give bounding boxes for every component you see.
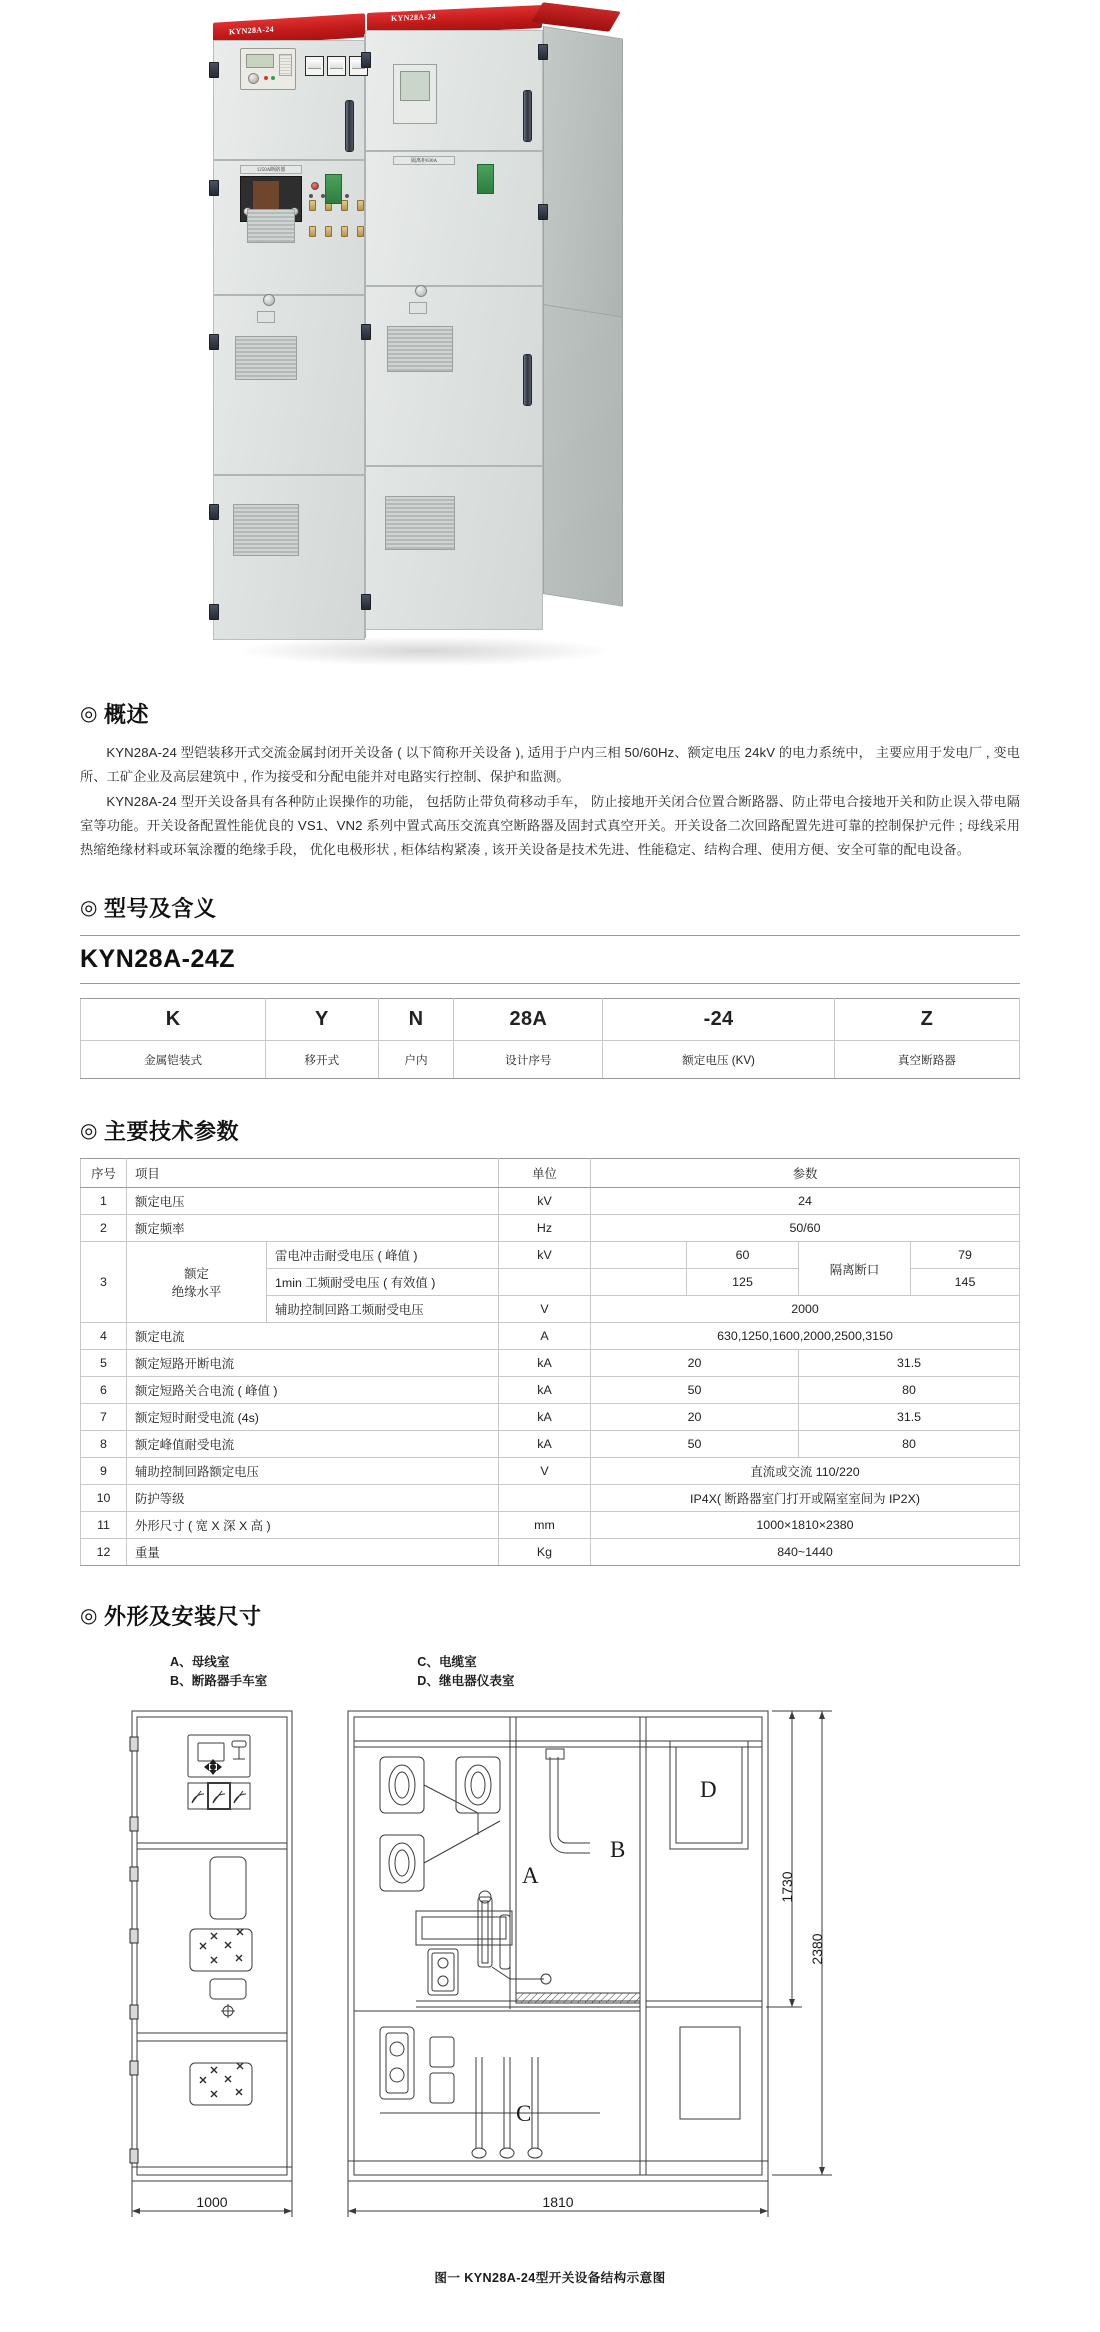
section-overview: [80, 698, 1020, 862]
door-handle-icon: [523, 90, 532, 142]
sub-row-unit: V: [499, 1296, 591, 1323]
model-meaning-cell: 户内: [378, 1041, 454, 1079]
marker-d: D: [700, 1777, 717, 1802]
terminal-icon: [357, 226, 364, 237]
secondary-hmi-panel: [393, 64, 437, 124]
legend-item-b: B、断路器手车室: [170, 1674, 268, 1688]
row-unit: V: [499, 1458, 591, 1485]
sub-row-unit: [499, 1269, 591, 1296]
sub-row-label: 辅助控制回路工频耐受电压: [267, 1296, 499, 1323]
row-item: 额定频率: [127, 1215, 499, 1242]
cabinet-label-right: KYN28A-24: [391, 11, 436, 24]
row-unit: mm: [499, 1512, 591, 1539]
row-item-insulation: [127, 1242, 267, 1323]
table-header-row: [81, 1159, 1020, 1188]
section-model-designation: [80, 892, 1020, 1079]
row-item: 额定短路关合电流 ( 峰值 ): [127, 1377, 499, 1404]
row-value-1: 20: [591, 1404, 799, 1431]
sub-row-unit: kV: [499, 1242, 591, 1269]
row-no: 10: [81, 1485, 127, 1512]
row-value-1: 50: [591, 1377, 799, 1404]
header-no: 序号: [81, 1159, 127, 1188]
row-item-line1: 额定: [184, 1267, 209, 1281]
door-hinge-icon: [209, 62, 219, 78]
row-no: 4: [81, 1323, 127, 1350]
door-hinge-icon: [209, 604, 219, 620]
row-item: 额定峰值耐受电流: [127, 1431, 499, 1458]
row-no: 7: [81, 1404, 127, 1431]
panel-seam: [366, 285, 542, 287]
sub-row-v1: 125: [687, 1269, 799, 1296]
panel-seam: [214, 159, 364, 161]
spec-heading-text: 主要技术参数: [103, 1119, 239, 1144]
row-unit: kA: [499, 1350, 591, 1377]
legend-item-c: C、电缆室: [417, 1655, 477, 1669]
ventilation-louver: [387, 326, 453, 372]
dim-height-total: 2380: [809, 1933, 825, 1965]
row-no: 12: [81, 1539, 127, 1566]
row-no: 11: [81, 1512, 127, 1539]
isolation-gap-label: 隔离断口: [799, 1242, 911, 1296]
panel-seam: [366, 150, 542, 152]
product-photo: [0, 0, 1100, 690]
panel-seam: [214, 474, 364, 476]
row-value: 630,1250,1600,2000,2500,3150: [591, 1323, 1020, 1350]
door-hinge-icon: [209, 180, 219, 196]
spacer-cell: [591, 1269, 687, 1296]
model-code: KYN28A-24Z: [80, 935, 1020, 984]
row-item: 额定电流: [127, 1323, 499, 1350]
micro-indicator-icon: [309, 194, 313, 198]
engineering-drawing: [80, 1701, 1020, 2261]
row-value: 840~1440: [591, 1539, 1020, 1566]
header-param: 参数: [591, 1159, 1020, 1188]
terminal-icon: [325, 226, 332, 237]
compartment-legend: [170, 1653, 1020, 1691]
row-unit: A: [499, 1323, 591, 1350]
sub-row-value: 2000: [591, 1296, 1020, 1323]
figure-caption: 图一 KYN28A-24型开关设备结构示意图: [434, 2271, 666, 2285]
switchgear-photo-stage: [195, 4, 695, 674]
inspection-window-icon: [263, 294, 275, 306]
sub-row-label: 1min 工频耐受电压 ( 有效值 ): [267, 1269, 499, 1296]
overview-heading: [80, 698, 1020, 729]
relay-indicator-red-icon: [264, 76, 268, 80]
marker-b: B: [610, 1837, 626, 1862]
row-item: 额定短时耐受电流 (4s): [127, 1404, 499, 1431]
cabinet-side-panel-lower: [543, 304, 623, 607]
marker-c: C: [516, 2101, 532, 2126]
door-handle-icon: [523, 354, 532, 406]
model-code-cell: Y: [266, 999, 378, 1041]
nameplate-left: 1250A断路器: [240, 165, 302, 174]
model-heading-text: 型号及含义: [103, 896, 217, 921]
terminal-row: [309, 226, 364, 237]
row-value: 1000×1810×2380: [591, 1512, 1020, 1539]
section-bullet-icon: ◎: [80, 703, 98, 725]
table-row: [81, 1215, 1020, 1242]
dim-width-front: 1000: [196, 2194, 228, 2210]
row-value-2: 80: [799, 1431, 1020, 1458]
model-meaning-cell: 移开式: [266, 1041, 378, 1079]
door-tag: [257, 311, 275, 323]
row-item: 辅助控制回路额定电压: [127, 1458, 499, 1485]
overview-heading-text: 概述: [103, 702, 149, 727]
dimensions-heading-text: 外形及安装尺寸: [103, 1604, 262, 1629]
relay-knob-icon: [248, 73, 259, 84]
door-hinge-icon: [538, 204, 548, 220]
header-item: 项目: [127, 1159, 499, 1188]
status-strip-icon: [325, 174, 342, 204]
hmi-screen-icon: [400, 71, 430, 101]
model-meaning-table: [80, 998, 1020, 1079]
row-value-1: 20: [591, 1350, 799, 1377]
table-row: [81, 1458, 1020, 1485]
row-unit: kA: [499, 1431, 591, 1458]
pilot-lamp-red-icon: [311, 182, 319, 190]
door-hinge-icon: [209, 334, 219, 350]
model-heading: [80, 892, 1020, 923]
door-hinge-icon: [538, 44, 548, 60]
row-unit: Kg: [499, 1539, 591, 1566]
analog-meter-icon: [327, 56, 346, 76]
row-value-2: 31.5: [799, 1350, 1020, 1377]
row-unit: Hz: [499, 1215, 591, 1242]
table-row: [81, 1242, 1020, 1269]
table-row: [81, 1323, 1020, 1350]
section-bullet-icon: ◎: [80, 1120, 98, 1142]
row-item: 外形尺寸 ( 宽 X 深 X 高 ): [127, 1512, 499, 1539]
status-strip-icon: [477, 164, 494, 194]
sub-row-v1: 60: [687, 1242, 799, 1269]
legend-column-2: [417, 1653, 514, 1691]
relay-display-icon: [246, 54, 274, 68]
door-hinge-icon: [209, 504, 219, 520]
model-meaning-cell: 设计序号: [454, 1041, 603, 1079]
nameplate-right: 隔离柜630A: [393, 156, 455, 165]
panel-seam: [366, 465, 542, 467]
table-row: [81, 1377, 1020, 1404]
door-hinge-icon: [361, 594, 371, 610]
panel-seam: [214, 294, 364, 296]
terminal-icon: [309, 226, 316, 237]
model-code-cell: K: [81, 999, 266, 1041]
marker-a: A: [522, 1863, 539, 1888]
table-row: [81, 1404, 1020, 1431]
sub-row-v2: 145: [911, 1269, 1020, 1296]
sub-row-label: 雷电冲击耐受电压 ( 峰值 ): [267, 1242, 499, 1269]
dim-height-inner: 1730: [779, 1871, 795, 1903]
dim-width-section: 1810: [542, 2194, 574, 2210]
row-no: 2: [81, 1215, 127, 1242]
table-row-codes: [81, 999, 1020, 1041]
row-item-line2: 绝缘水平: [171, 1285, 222, 1299]
model-code-cell: -24: [603, 999, 835, 1041]
model-code-cell: 28A: [454, 999, 603, 1041]
row-value: 直流或交流 110/220: [591, 1458, 1020, 1485]
table-row: [81, 1431, 1020, 1458]
row-unit: [499, 1485, 591, 1512]
table-row: [81, 1512, 1020, 1539]
row-no: 5: [81, 1350, 127, 1377]
legend-column-1: [170, 1653, 267, 1691]
door-tag: [409, 302, 427, 314]
dimensions-heading: [80, 1600, 1020, 1631]
table-row: [81, 1188, 1020, 1215]
legend-item-d: D、继电器仪表室: [417, 1674, 515, 1688]
micro-indicator-icon: [345, 194, 349, 198]
row-item: 防护等级: [127, 1485, 499, 1512]
row-unit: kA: [499, 1377, 591, 1404]
table-row: [81, 1485, 1020, 1512]
terminal-icon: [357, 200, 364, 211]
ventilation-louver: [385, 496, 455, 550]
ventilation-louver: [235, 336, 297, 380]
model-meaning-cell: 真空断路器: [834, 1041, 1019, 1079]
table-row-meanings: [81, 1041, 1020, 1079]
relay-indicator-green-icon: [271, 76, 275, 80]
drawing-svg: [80, 1701, 1020, 2241]
terminal-icon: [341, 226, 348, 237]
row-value-1: 50: [591, 1431, 799, 1458]
table-row: [81, 1350, 1020, 1377]
photo-ground-shadow: [235, 636, 615, 666]
relay-led-strip-icon: [279, 54, 292, 76]
row-no: 3: [81, 1242, 127, 1323]
table-row: [81, 1539, 1020, 1566]
row-value: 24: [591, 1188, 1020, 1215]
spacer-cell: [591, 1242, 687, 1269]
header-unit: 单位: [499, 1159, 591, 1188]
row-value: IP4X( 断路器室门打开或隔室室间为 IP2X): [591, 1485, 1020, 1512]
row-item: 额定短路开断电流: [127, 1350, 499, 1377]
row-item: 额定电压: [127, 1188, 499, 1215]
section-bullet-icon: ◎: [80, 1605, 98, 1627]
row-unit: kA: [499, 1404, 591, 1431]
relay-protection-unit: [240, 48, 296, 90]
row-no: 9: [81, 1458, 127, 1485]
door-hinge-icon: [361, 324, 371, 340]
row-value-2: 31.5: [799, 1404, 1020, 1431]
row-unit: kV: [499, 1188, 591, 1215]
section-technical-parameters: [80, 1115, 1020, 1566]
model-code-cell: N: [378, 999, 454, 1041]
ventilation-louver: [233, 504, 299, 556]
overview-paragraph-1: KYN28A-24 型铠装移开式交流金属封闭开关设备 ( 以下简称开关设备 ), 适用于户内三相 50/60Hz、额定电压 24kV 的电力系统中， 主要应用于发电厂 , 变电所、工矿企业及高层建筑中 , 作为接受和分配电能并对电路实行控制、保护和监测。: [80, 745, 1020, 784]
row-no: 8: [81, 1431, 127, 1458]
door-hinge-icon: [361, 52, 371, 68]
door-handle-icon: [345, 100, 354, 152]
row-value-2: 80: [799, 1377, 1020, 1404]
terminal-icon: [309, 200, 316, 211]
sub-row-v2: 79: [911, 1242, 1020, 1269]
row-no: 6: [81, 1377, 127, 1404]
model-code-cell: Z: [834, 999, 1019, 1041]
terminal-icon: [341, 200, 348, 211]
row-item: 重量: [127, 1539, 499, 1566]
section-dimensions: [80, 1600, 1020, 2286]
analog-meter-icon: [305, 56, 324, 76]
ventilation-louver: [247, 209, 295, 243]
analog-meter-group: [305, 56, 368, 76]
inspection-window-icon: [415, 285, 427, 297]
row-no: 1: [81, 1188, 127, 1215]
row-value: 50/60: [591, 1215, 1020, 1242]
spec-heading: [80, 1115, 1020, 1146]
model-meaning-cell: 金属铠装式: [81, 1041, 266, 1079]
section-bullet-icon: ◎: [80, 897, 98, 919]
model-meaning-cell: 额定电压 (KV): [603, 1041, 835, 1079]
legend-item-a: A、母线室: [170, 1655, 230, 1669]
overview-paragraph-2: KYN28A-24 型开关设备具有各种防止误操作的功能， 包括防止带负荷移动手车， 防止接地开关闭合位置合断路器、防止带电合接地开关和防止误入带电隔室等功能。开关设备配置性能优良的 VS1、VN2 系列中置式高压交流真空断路器及固封式真空开关。开关设备二次回路配置先进可靠的控制保护元件 ; 母线采用热缩绝缘材料或环氧涂覆的绝缘手段， 优化电极形状 , 柜体结构紧凑 , 该开关设备是技术先进、性能稳定、结构合理、使用方便、安全可靠的配电设备。: [80, 794, 1020, 857]
technical-parameters-table: [80, 1158, 1020, 1566]
cabinet-label-left: KYN28A-24: [229, 24, 274, 37]
